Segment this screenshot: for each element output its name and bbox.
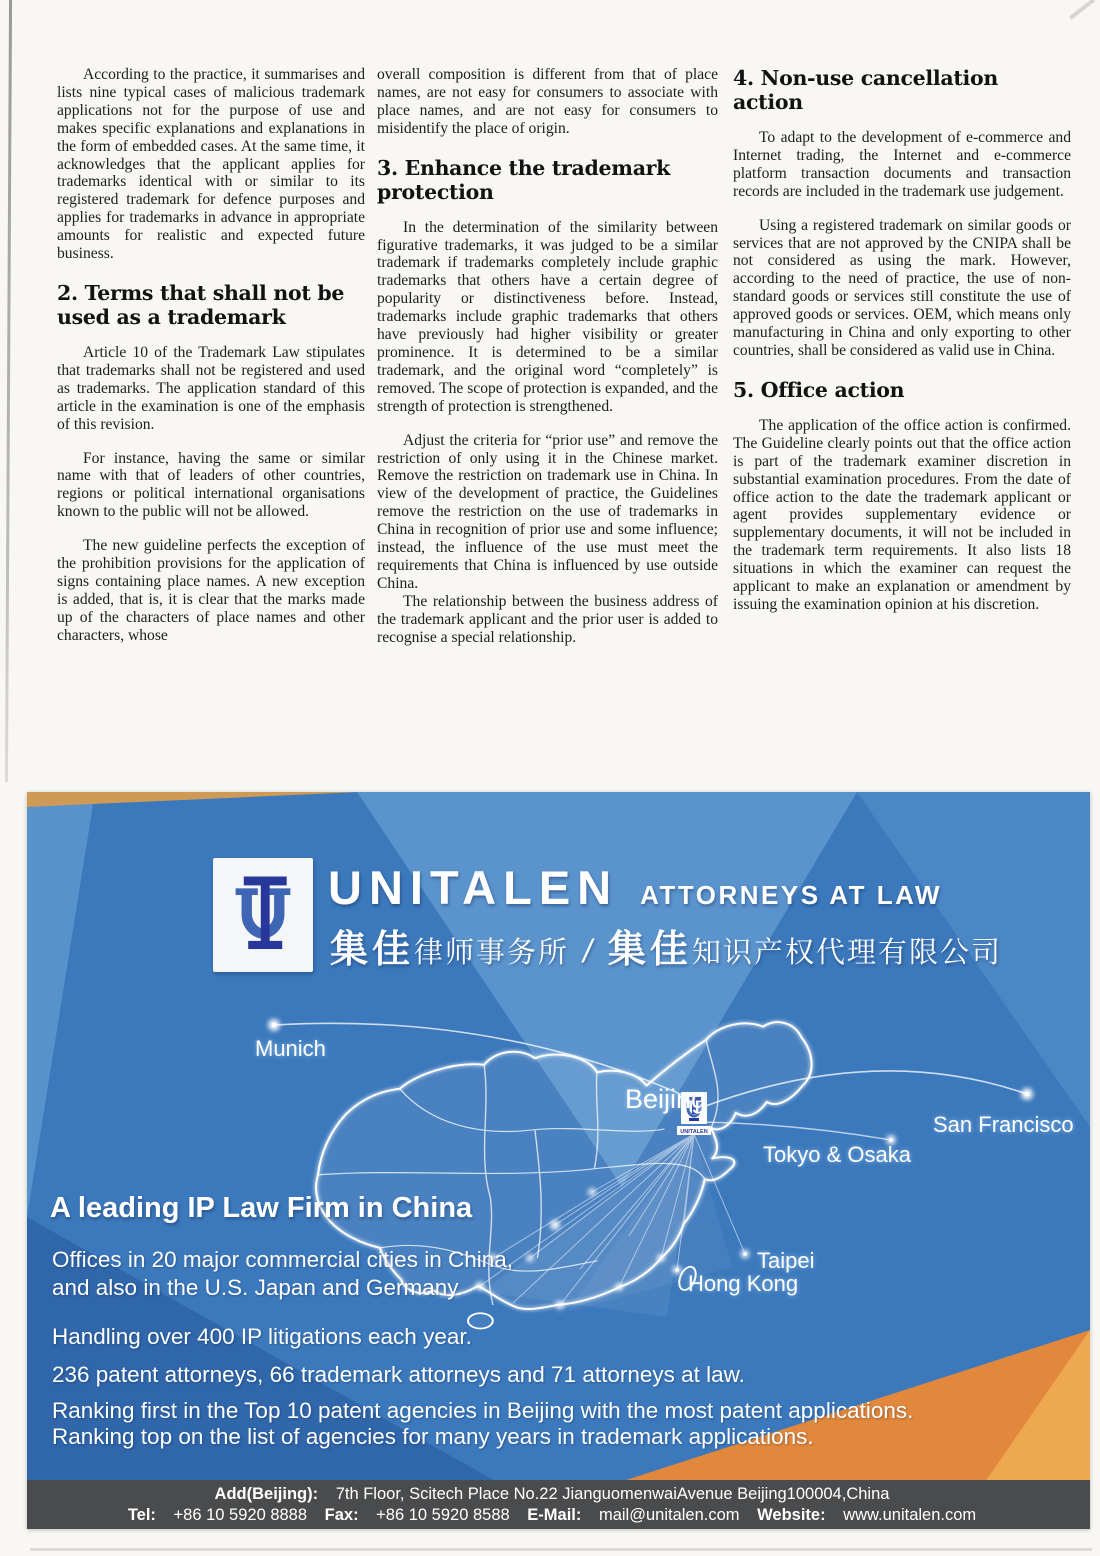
section-heading-terms: 2. Terms that shall not be used as a trademark (57, 280, 345, 329)
brand-cjk-bold: 集佳 (607, 929, 692, 971)
paragraph: Article 10 of the Trademark Law stipulates that trademarks shall not be registered and used as trademarks. The application standard of this article in the examination is one of the emphasis of this revision. (57, 343, 365, 433)
city-label-munich: Munich (255, 1036, 326, 1061)
brand-cjk-text: 律师事务所 (414, 937, 570, 969)
ad-fact: Offices in 20 major commercial cities in China, (52, 1247, 513, 1272)
beijing-marker-label: UNITALEN (680, 1129, 708, 1135)
paragraph: The new guideline perfects the exception of the prohibition provisions for the application of signs containing place names. A new exception is added, that is, it is clear that the marks made up of the characters of place names and other characters, whose (57, 537, 365, 644)
address-row (215, 1484, 903, 1505)
brand-row (328, 860, 942, 915)
brand-chinese (330, 918, 1002, 973)
unitalen-logo-icon (226, 869, 300, 961)
city-label-hong-kong: Hong Kong (688, 1271, 799, 1296)
unitalen-advertisement (27, 792, 1090, 1529)
ad-headline: A leading IP Law Firm in China (50, 1192, 473, 1224)
fax-label: Fax: (324, 1505, 359, 1524)
section-heading-nonuse: 4. Non-use cancellation action (733, 66, 998, 114)
paragraph: For instance, having the same or similar name with that of leaders of other countries, regions or political international organisations known to the public will not be allowed. (57, 449, 365, 521)
paragraph: Using a registered trademark on similar goods or services that are not approved by the CNIPA shall be not considered as using the mark. However, according to the need of practice, the use of non-standard goods or services still constitute the use of approved goods or services. OEM, which means only manufacturing in China and only exporting to other countries, shall be considered as valid use in China. (733, 216, 1071, 359)
city-label-taipei: Taipei (757, 1248, 815, 1273)
fax-value: +86 10 5920 8588 (376, 1505, 510, 1524)
city-label-beijing: Beijing (625, 1084, 707, 1114)
unitalen-logo (213, 858, 313, 972)
paragraph: To adapt to the development of e-commerce and Internet trading, the Internet and e-commerce platform transaction documents and transaction records are included in the trademark use judgement. (733, 129, 1071, 200)
city-label-san-francisco: San Francisco (933, 1112, 1074, 1137)
ad-fact: Handling over 400 IP litigations each year. (52, 1324, 472, 1349)
ad-fact: Ranking first in the Top 10 patent agencies in Beijing with the most patent applications. (52, 1398, 914, 1423)
city-label-tokyo-osaka: Tokyo & Osaka (763, 1142, 911, 1167)
tel-label: Tel: (127, 1505, 156, 1524)
scan-edge-artifact (5, 0, 12, 782)
paragraph: The application of the office action is confirmed. The Guideline clearly points out that the office action is part of the trademark examiner discretion in substantial examination procedures. From the date of office action to the date the trademark applicant or agent provides supplementary evidence or supplementary documents, it will not be included in the trademark term requirements. It also lists 18 situations in which the examiner can request the applicant to make an explanation or amendment by issuing the examination opinion at his discretion. (733, 416, 1071, 613)
paragraph-continuation: overall composition is different from that of place names, are not easy for consumers to associate with place names, and are not easy for consumers to misidentify the place of origin. (377, 66, 718, 137)
email-label: E-Mail: (527, 1505, 582, 1524)
slash-separator: / (583, 933, 594, 969)
contacts-row (128, 1505, 989, 1526)
article-column-2 (377, 66, 718, 662)
website-value: www.unitalen.com (843, 1505, 977, 1524)
ad-fact: Ranking top on the list of agencies for many years in trademark applications. (52, 1424, 814, 1449)
scan-bottom-shadow (30, 1548, 1092, 1551)
brand-cjk-text: 知识产权代理有限公司 (691, 937, 1002, 969)
email-value: mail@unitalen.com (598, 1505, 740, 1524)
article-column-1 (57, 66, 365, 661)
section-heading-office: 5. Office action (733, 377, 905, 402)
address-label: Add(Beijing): (214, 1484, 319, 1503)
paragraph: In the determination of the similarity between figurative trademarks, it was judged to be a similar trademark if trademarks completely include graphic trademarks that others have a certain degree of popularity or distinctiveness before. Instead, trademarks include graphic trademarks that others have previously had higher visibility or greater prominence. It is determined to be a similar trademark, and the original word “completely” is removed. The scope of protection is expanded, and the strength of protection is strengthened. (377, 218, 718, 415)
paragraph: The relationship between the business address of the trademark applicant and the prior user is added to recognise a special relationship. (377, 592, 718, 646)
website-label: Website: (757, 1505, 826, 1524)
scan-corner-artifact (1069, 0, 1095, 20)
tel-value: +86 10 5920 8888 (173, 1505, 308, 1524)
ad-contact-bar (27, 1480, 1090, 1529)
brand-tagline: ATTORNEYS AT LAW (640, 880, 943, 910)
brand-cjk-bold: 集佳 (330, 929, 415, 971)
section-heading-enhance: 3. Enhance the trademark protection (377, 155, 671, 204)
article-column-3 (733, 66, 1071, 630)
brand-name: UNITALEN (328, 861, 619, 914)
paragraph: According to the practice, it summarises and lists nine typical cases of malicious trademark applications not for the purpose of use and makes specific explanations and explanations in the form of embedded cases. At the same time, it acknowledges that the applicant applies for trademarks identical with or similar to its registered trademark for defence purposes and applies for trademarks in advance in appropriate amounts for realistic and expected future business. (57, 66, 365, 263)
paragraph: Adjust the criteria for “prior use” and remove the restriction of only using it in the Chinese market. Remove the restriction on trademark use in China. In view of the development of practice, the Guidelines remove the restriction on the use of trademarks in China in recognition of prior use and some influence; instead, the influence of the use must meet the requirements that China is influenced by use outside China. (377, 431, 718, 592)
ad-fact: and also in the U.S. Japan and Germany. (52, 1275, 464, 1300)
address-value: 7th Floor, Scitech Place No.22 JianguomenwaiAvenue Beijing100004,China (335, 1484, 890, 1503)
ad-fact: 236 patent attorneys, 66 trademark attorneys and 71 attorneys at law. (52, 1362, 745, 1387)
